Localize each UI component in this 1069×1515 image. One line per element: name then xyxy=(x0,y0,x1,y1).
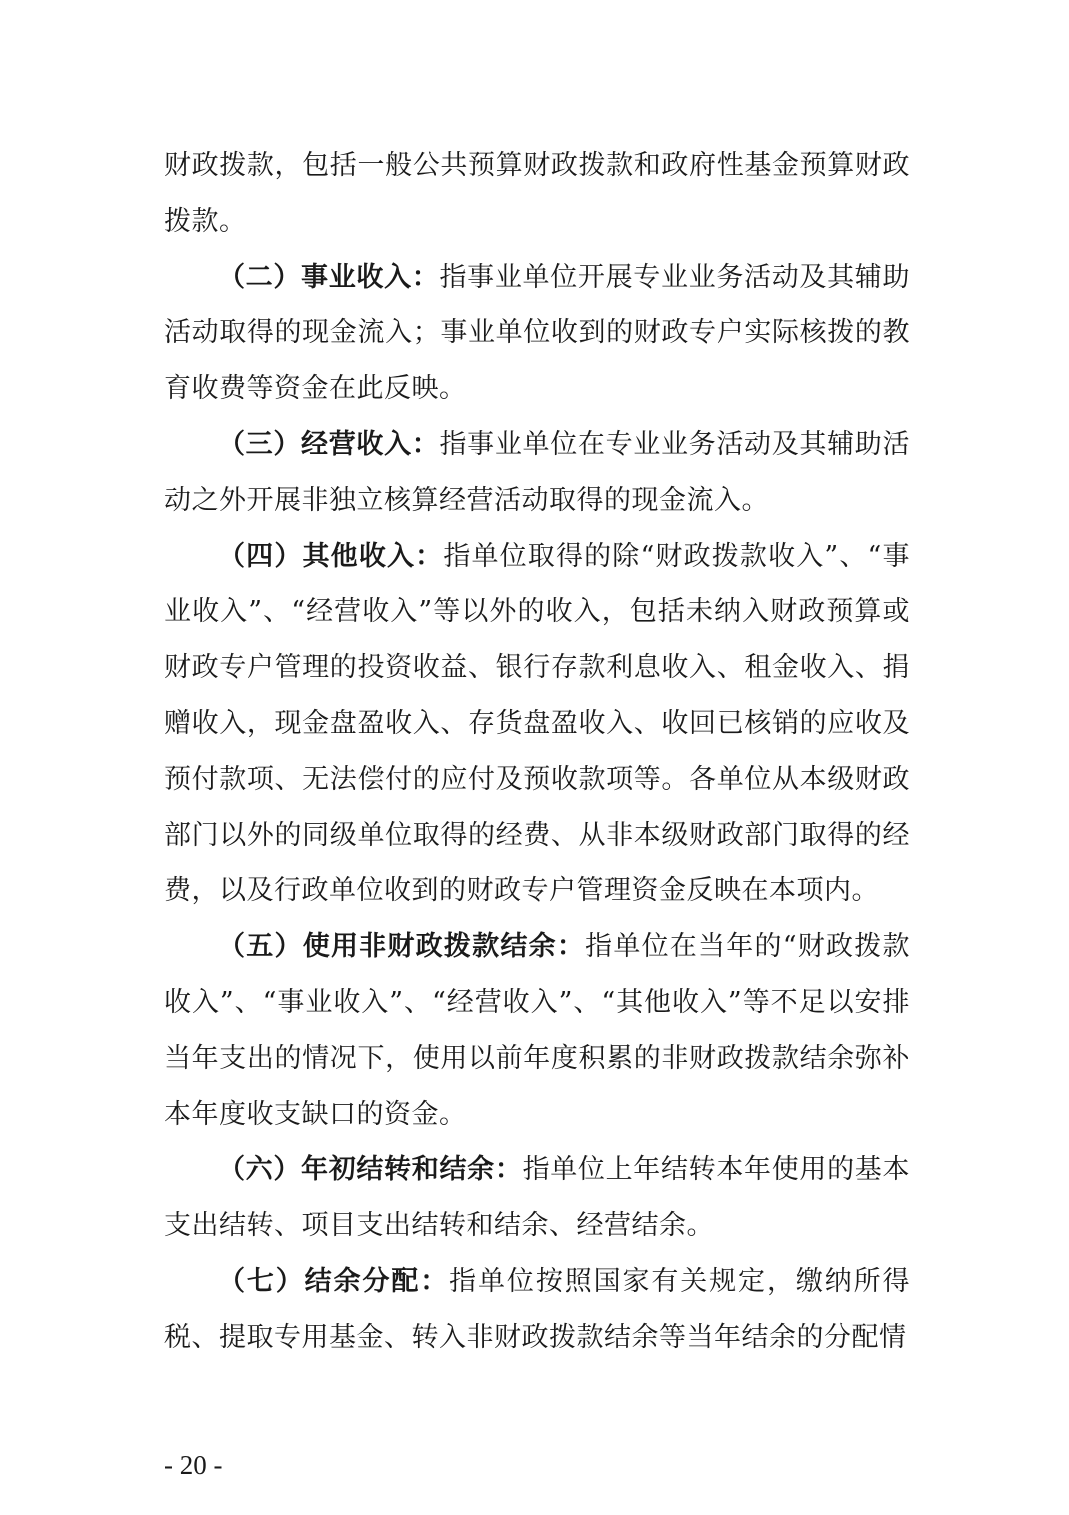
paragraph-text: 指事业单位在专业业务活动及其辅助活动之外开展非独立核算经营活动取得的现金流入。 xyxy=(164,428,910,516)
paragraph-surplus-distribution xyxy=(164,1254,910,1366)
paragraph-heading: （二）事业收入： xyxy=(218,261,440,293)
paragraph-heading: （五）使用非财政拨款结余： xyxy=(218,931,586,963)
paragraph-heading: （六）年初结转和结余： xyxy=(218,1154,523,1186)
document-body xyxy=(164,138,910,1366)
paragraph-heading: （七）结余分配： xyxy=(218,1265,450,1297)
paragraph-text: 指单位在当年的“财政拨款收入”、“事业收入”、“经营收入”、“其他收入”等不足以安排当年支出的情况下，使用以前年度积累的非财政拨款结余弥补本年度收支缺口的资金。 xyxy=(164,931,911,1130)
page-number: - 20 - xyxy=(164,1450,223,1480)
paragraph-business-income xyxy=(164,250,910,417)
paragraph-heading: （三）经营收入： xyxy=(218,428,440,460)
paragraph-heading: （四）其他收入： xyxy=(218,540,444,572)
paragraph-operating-income xyxy=(164,417,910,529)
paragraph-text: 指单位取得的除“财政拨款收入”、“事业收入”、“经营收入”等以外的收入，包括未纳入财政预算或财政专户管理的投资收益、银行存款利息收入、租金收入、捐赠收入，现金盘盈收入、存货盘盈收入、收回已核销的应收及预付款项、无法偿付的应付及预收款项等。各单位从本级财政部门以外的同级单位取得的经费、从非本级财政部门取得的经费，以及行政单位收到的财政专户管理资金反映在本项内。 xyxy=(164,540,910,907)
paragraph-text: 指单位上年结转本年使用的基本支出结转、项目支出结转和结余、经营结余。 xyxy=(164,1154,910,1242)
paragraph-other-income xyxy=(164,529,910,920)
paragraph-non-fiscal-surplus xyxy=(164,919,910,1142)
paragraph-text: 指事业单位开展专业业务活动及其辅助活动取得的现金流入；事业单位收到的财政专户实际核拨的教育收费等资金在此反映。 xyxy=(164,261,910,405)
intro-paragraph: 财政拨款，包括一般公共预算财政拨款和政府性基金预算财政拨款。 xyxy=(164,150,910,237)
paragraph-text: 指单位按照国家有关规定，缴纳所得税、提取专用基金、转入非财政拨款结余等当年结余的分配情 xyxy=(164,1265,911,1353)
paragraph-carryover xyxy=(164,1142,910,1254)
